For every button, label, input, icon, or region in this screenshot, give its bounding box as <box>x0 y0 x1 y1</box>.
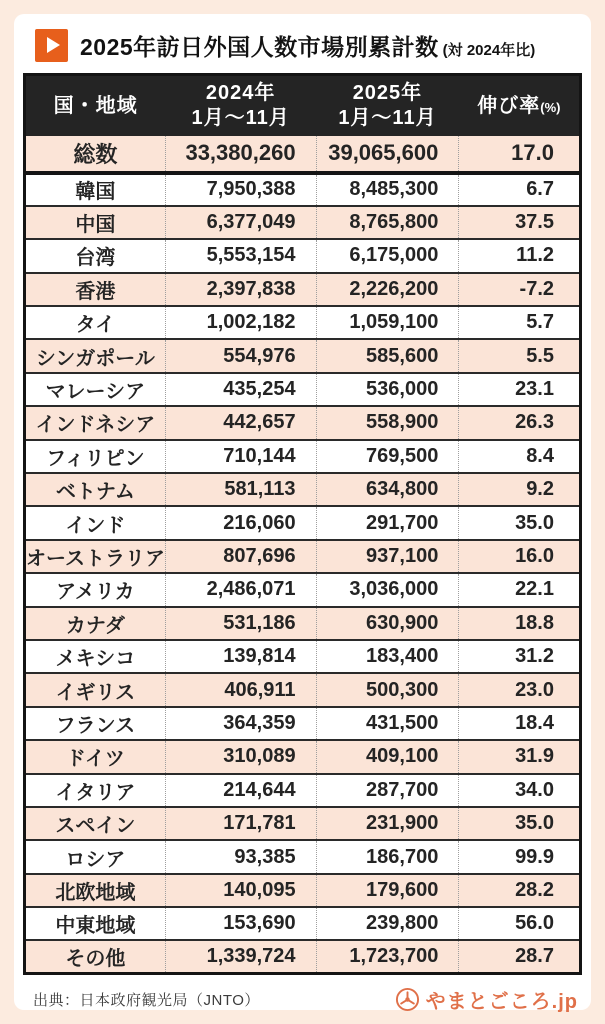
rate-cell: 34.0 <box>459 774 581 807</box>
country-cell: 香港 <box>25 273 166 306</box>
rate-cell: 35.0 <box>459 506 581 539</box>
value-2025-cell: 769,500 <box>316 440 459 473</box>
value-2025-cell: 558,900 <box>316 406 459 439</box>
value-2024-cell: 214,644 <box>165 774 316 807</box>
table-row <box>25 306 581 339</box>
rate-cell: 9.2 <box>459 473 581 506</box>
value-2024-cell: 310,089 <box>165 740 316 773</box>
country-cell: その他 <box>25 940 166 973</box>
page-title-row <box>35 28 582 62</box>
total-rate-cell: 17.0 <box>459 136 581 173</box>
table-row <box>25 774 581 807</box>
country-cell: ロシア <box>25 840 166 873</box>
country-cell: フランス <box>25 707 166 740</box>
value-2025-cell: 179,600 <box>316 874 459 907</box>
table-row <box>25 206 581 239</box>
page-title <box>80 29 535 62</box>
col-header-country: 国・地域 <box>25 75 166 136</box>
value-2024-cell: 2,397,838 <box>165 273 316 306</box>
table-row <box>25 239 581 272</box>
table-row <box>25 540 581 573</box>
table-row <box>25 506 581 539</box>
page-title-suffix: (対 2024年比) <box>442 41 536 59</box>
rate-cell: -7.2 <box>459 273 581 306</box>
rate-cell: 16.0 <box>459 540 581 573</box>
source-note: 出典：日本政府観光局（JNTO） <box>33 992 260 1010</box>
country-cell: 中国 <box>25 206 166 239</box>
table-body <box>25 173 581 974</box>
rate-cell: 28.7 <box>459 940 581 973</box>
table-row <box>25 640 581 673</box>
value-2024-cell: 554,976 <box>165 339 316 372</box>
table-header-row <box>25 75 581 136</box>
value-2025-cell: 239,800 <box>316 907 459 940</box>
play-triangle-icon <box>47 37 60 53</box>
value-2024-cell: 1,002,182 <box>165 306 316 339</box>
country-cell: フィリピン <box>25 440 166 473</box>
value-2024-cell: 93,385 <box>165 840 316 873</box>
table-row <box>25 173 581 206</box>
rate-cell: 8.4 <box>459 440 581 473</box>
country-cell: タイ <box>25 306 166 339</box>
value-2024-cell: 581,113 <box>165 473 316 506</box>
value-2025-cell: 431,500 <box>316 707 459 740</box>
rate-cell: 56.0 <box>459 907 581 940</box>
country-cell: ドイツ <box>25 740 166 773</box>
content-card <box>14 14 591 1014</box>
value-2024-cell: 364,359 <box>165 707 316 740</box>
value-2025-cell: 1,059,100 <box>316 306 459 339</box>
table-row <box>25 473 581 506</box>
value-2024-cell: 406,911 <box>165 673 316 706</box>
value-2025-cell: 6,175,000 <box>316 239 459 272</box>
rate-cell: 26.3 <box>459 406 581 439</box>
rate-cell: 6.7 <box>459 173 581 206</box>
rate-unit-label: (%) <box>540 99 561 115</box>
table-row <box>25 440 581 473</box>
value-2024-cell: 5,553,154 <box>165 239 316 272</box>
value-2025-cell: 2,226,200 <box>316 273 459 306</box>
table-row <box>25 907 581 940</box>
table-row <box>25 840 581 873</box>
table-row <box>25 339 581 372</box>
visitors-table <box>23 73 582 975</box>
rate-cell: 5.5 <box>459 339 581 372</box>
table-row <box>25 607 581 640</box>
rate-cell: 23.0 <box>459 673 581 706</box>
country-cell: 中東地域 <box>25 907 166 940</box>
table-row <box>25 273 581 306</box>
table-row-total <box>25 136 581 173</box>
rate-cell: 22.1 <box>459 573 581 606</box>
table-row <box>25 707 581 740</box>
value-2025-cell: 536,000 <box>316 373 459 406</box>
value-2024-cell: 171,781 <box>165 807 316 840</box>
country-cell: インドネシア <box>25 406 166 439</box>
table-row <box>25 940 581 973</box>
country-cell: アメリカ <box>25 573 166 606</box>
value-2024-cell: 216,060 <box>165 506 316 539</box>
country-cell: 韓国 <box>25 173 166 206</box>
table-row <box>25 874 581 907</box>
table-row <box>25 573 581 606</box>
value-2024-cell: 807,696 <box>165 540 316 573</box>
value-2024-cell: 7,950,388 <box>165 173 316 206</box>
col-header-rate: 伸び率(%) <box>459 75 581 136</box>
value-2025-cell: 3,036,000 <box>316 573 459 606</box>
col-header-2024: 2024年 1月〜11月 <box>165 75 316 136</box>
country-cell: イタリア <box>25 774 166 807</box>
value-2024-cell: 139,814 <box>165 640 316 673</box>
value-2025-cell: 585,600 <box>316 339 459 372</box>
table-row <box>25 373 581 406</box>
rate-cell: 23.1 <box>459 373 581 406</box>
footer <box>23 985 582 1014</box>
table-header <box>25 75 581 136</box>
value-2025-cell: 231,900 <box>316 807 459 840</box>
country-cell: 北欧地域 <box>25 874 166 907</box>
value-2025-cell: 634,800 <box>316 473 459 506</box>
value-2025-cell: 500,300 <box>316 673 459 706</box>
value-2024-cell: 710,144 <box>165 440 316 473</box>
col-header-2025: 2025年 1月〜11月 <box>316 75 459 136</box>
value-2024-cell: 153,690 <box>165 907 316 940</box>
page-title-main: 2025年訪日外国人数市場別累計数 <box>80 33 439 60</box>
country-cell: カナダ <box>25 607 166 640</box>
value-2025-cell: 291,700 <box>316 506 459 539</box>
rate-cell: 11.2 <box>459 239 581 272</box>
total-label-cell: 総数 <box>25 136 166 173</box>
value-2025-cell: 183,400 <box>316 640 459 673</box>
rate-cell: 31.2 <box>459 640 581 673</box>
table-row <box>25 807 581 840</box>
yamatogokoro-logo-icon <box>395 987 420 1012</box>
total-2025-cell: 39,065,600 <box>316 136 459 173</box>
country-cell: スペイン <box>25 807 166 840</box>
rate-cell: 18.4 <box>459 707 581 740</box>
value-2025-cell: 630,900 <box>316 607 459 640</box>
country-cell: ベトナム <box>25 473 166 506</box>
country-cell: シンガポール <box>25 339 166 372</box>
country-cell: オーストラリア <box>25 540 166 573</box>
table-row <box>25 740 581 773</box>
value-2025-cell: 186,700 <box>316 840 459 873</box>
country-cell: マレーシア <box>25 373 166 406</box>
rate-cell: 28.2 <box>459 874 581 907</box>
rate-cell: 35.0 <box>459 807 581 840</box>
country-cell: メキシコ <box>25 640 166 673</box>
value-2024-cell: 6,377,049 <box>165 206 316 239</box>
rate-cell: 5.7 <box>459 306 581 339</box>
value-2025-cell: 409,100 <box>316 740 459 773</box>
country-cell: インド <box>25 506 166 539</box>
rate-cell: 31.9 <box>459 740 581 773</box>
play-icon <box>35 29 68 62</box>
value-2024-cell: 531,186 <box>165 607 316 640</box>
value-2024-cell: 140,095 <box>165 874 316 907</box>
yamatogokoro-logo <box>395 985 578 1014</box>
value-2025-cell: 937,100 <box>316 540 459 573</box>
total-2024-cell: 33,380,260 <box>165 136 316 173</box>
table-row <box>25 673 581 706</box>
value-2025-cell: 287,700 <box>316 774 459 807</box>
value-2024-cell: 435,254 <box>165 373 316 406</box>
value-2025-cell: 1,723,700 <box>316 940 459 973</box>
table-row <box>25 406 581 439</box>
rate-cell: 37.5 <box>459 206 581 239</box>
rate-cell: 99.9 <box>459 840 581 873</box>
value-2024-cell: 2,486,071 <box>165 573 316 606</box>
country-cell: 台湾 <box>25 239 166 272</box>
value-2025-cell: 8,765,800 <box>316 206 459 239</box>
value-2024-cell: 1,339,724 <box>165 940 316 973</box>
country-cell: イギリス <box>25 673 166 706</box>
value-2024-cell: 442,657 <box>165 406 316 439</box>
yamatogokoro-logo-text: やまとごころ.jp <box>425 991 578 1014</box>
rate-cell: 18.8 <box>459 607 581 640</box>
value-2025-cell: 8,485,300 <box>316 173 459 206</box>
